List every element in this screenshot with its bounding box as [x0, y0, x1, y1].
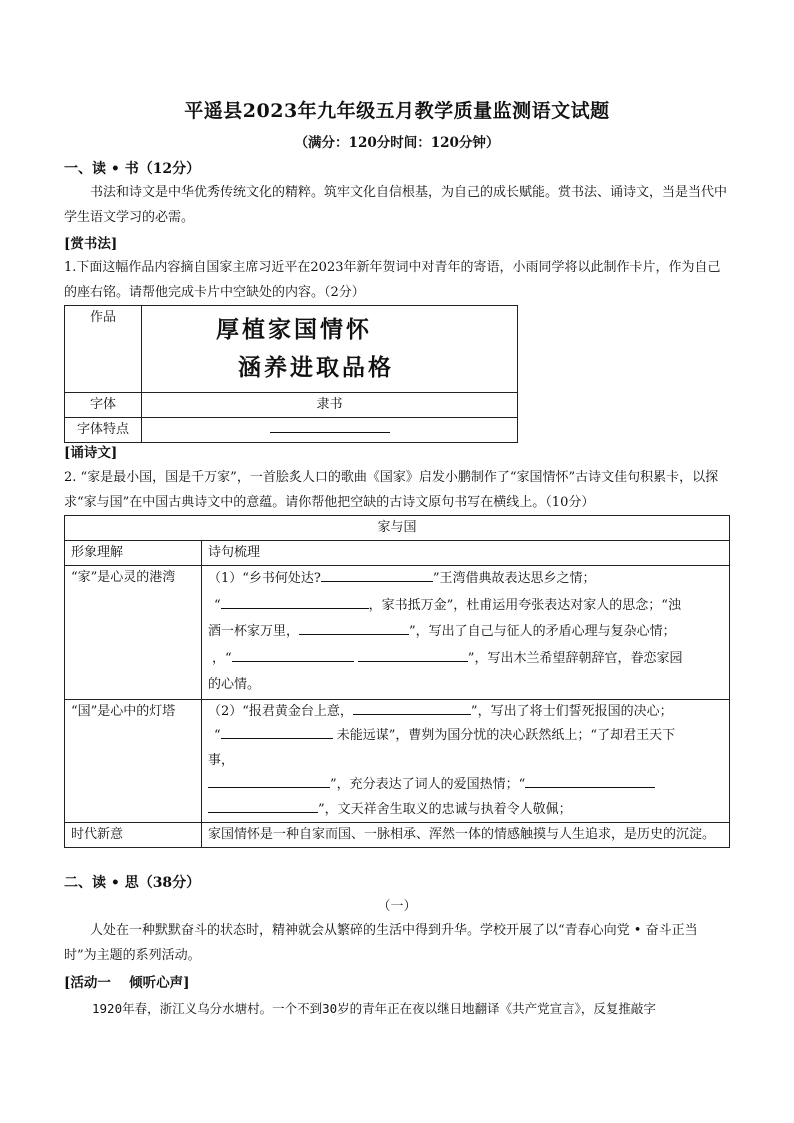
- row-era-text: 家国情怀是一种自家而国、一脉相承、浑然一体的情感触摸与人生追求，是历史的沉淀。: [202, 823, 730, 848]
- card-font-value: 隶书: [142, 393, 518, 418]
- answer-blank[interactable]: [232, 647, 354, 662]
- verse-text: ”王湾借典故表达思乡之情；: [432, 571, 596, 586]
- verse-text: （1）“乡书何处达?: [208, 571, 321, 586]
- verse-text: ”，写出了自己与征人的矛盾心理与复杂心情；: [409, 624, 676, 639]
- tag-poetry: [诵诗文]: [64, 445, 118, 461]
- question-2: 2. “家是最小国，国是千万家”，一首脍炙人口的歌曲《国家》启发小鹏制作了“家国情怀”古诗文佳句积累卡，以探求“家与国”在中国古典诗文中的意蕴。请你帮他把空缺的古诗文原句书写在横线上。（10分）: [64, 470, 719, 510]
- card-feature-cell: [142, 418, 518, 443]
- answer-blank[interactable]: [221, 724, 333, 739]
- artwork-line-1: 厚植家国情怀: [216, 317, 372, 343]
- verse-text: ”，文天祥舍生取义的忠诚与执着令人敬佩；: [318, 801, 572, 817]
- passage-text: 1920年春，浙江义乌分水塘村。一个不到30岁的青年正在夜以继日地翻译《共产党宣言》，反复推敲字: [92, 1001, 656, 1016]
- poetry-table: [64, 515, 730, 848]
- section2-heading: 二、读 • 思（38分）: [64, 875, 201, 891]
- verse-text: ，“: [212, 650, 232, 666]
- card-label-work: 作品: [65, 306, 142, 393]
- answer-blank[interactable]: [270, 418, 390, 433]
- row-nation-verses: [202, 699, 730, 823]
- tag-activity-1: [活动一 倾听心声]: [64, 975, 190, 991]
- card-artwork: [142, 306, 518, 393]
- answer-blank[interactable]: [321, 567, 433, 582]
- card-label-feature: 字体特点: [65, 418, 142, 443]
- verse-text: “: [214, 597, 221, 613]
- artwork-line-2: 涵养进取品格: [238, 355, 394, 381]
- answer-blank[interactable]: [208, 798, 318, 813]
- section1-heading: 一、读 • 书（12分）: [64, 161, 201, 177]
- verse-text: ”，充分表达了词人的爱国热情；“: [330, 777, 526, 792]
- part-number: （一）: [377, 899, 417, 914]
- row-era-label: 时代新意: [65, 823, 202, 848]
- row-nation-label: “国”是心中的灯塔: [65, 699, 202, 823]
- row-home-verses: [202, 566, 730, 700]
- answer-blank[interactable]: [358, 647, 468, 662]
- verse-text: 事，: [208, 752, 235, 768]
- answer-blank[interactable]: [353, 700, 471, 715]
- verse-text: 的心情。: [208, 677, 261, 692]
- poetry-table-caption: 家与国: [65, 516, 730, 541]
- section2-intro: 人处在一种默默奋斗的状态时，精神就会从繁碎的生活中得到升华。学校开展了以“青春心向党 • 奋斗正当时”为主题的系列活动。: [64, 923, 698, 963]
- answer-blank[interactable]: [221, 594, 369, 609]
- verse-text: 未能远谋”，曹刿为国分忧的决心跃然纸上；“了却君王天下: [332, 728, 676, 743]
- col-header-image: 形象理解: [65, 541, 202, 566]
- exam-title: 平遥县2023年九年级五月教学质量监测语文试题: [184, 100, 610, 122]
- verse-text: ”，写出了将士们誓死报国的决心；: [470, 703, 673, 719]
- exam-subtitle: （满分：120分时间：120分钟）: [294, 135, 500, 151]
- verse-text: ”，写出木兰希望辞朝辞官，眷恋家园: [467, 650, 683, 666]
- verse-text: ，家书抵万金”，杜甫运用夸张表达对家人的思念；“浊: [368, 597, 681, 613]
- answer-blank[interactable]: [525, 773, 655, 788]
- verse-text: 酒一杯家万里，: [208, 624, 300, 639]
- verse-text: （2）“报君黄金台上意，: [208, 703, 353, 719]
- card-label-font: 字体: [65, 393, 142, 418]
- col-header-verses: 诗句梳理: [202, 541, 730, 566]
- section1-intro: 书法和诗文是中华优秀传统文化的精粹。筑牢文化自信根基，为自己的成长赋能。赏书法、诵诗文，当是当代中学生语文学习的必需。: [64, 185, 728, 225]
- row-home-label: “家”是心灵的港湾: [65, 566, 202, 700]
- tag-calligraphy: [赏书法]: [64, 236, 118, 252]
- answer-blank[interactable]: [299, 620, 409, 635]
- question-1: 1.下面这幅作品内容摘自国家主席习近平在2023年新年贺词中对青年的寄语，小雨同学将以此制作卡片，作为自己的座右铭。请帮他完成卡片中空缺处的内容。（2分）: [64, 260, 721, 300]
- answer-blank[interactable]: [208, 773, 330, 788]
- calligraphy-card: [64, 305, 518, 443]
- verse-text: “: [214, 728, 221, 743]
